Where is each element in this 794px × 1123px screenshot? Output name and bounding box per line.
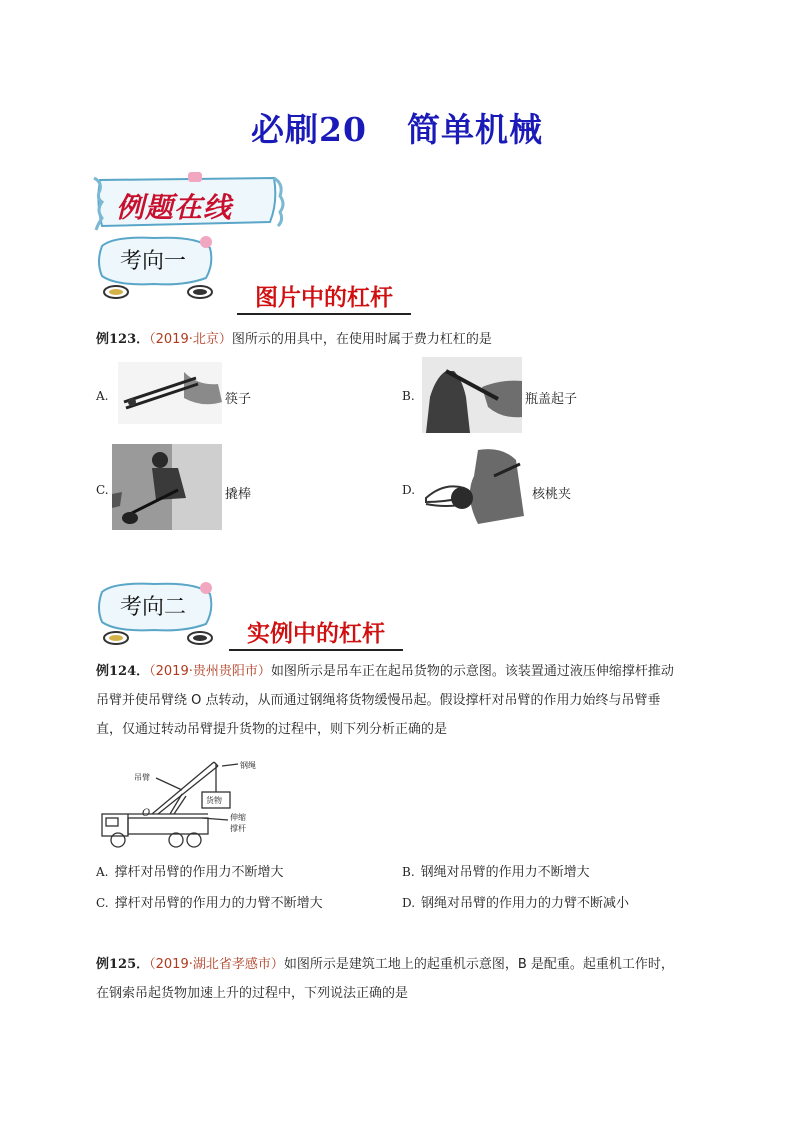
section-badge-label: 考向一 xyxy=(120,249,187,274)
crowbar-image xyxy=(112,444,222,530)
question-source: （2019·贵州贵阳市） xyxy=(149,664,271,679)
question-text: 如图所示是吊车正在起吊货物的示意图。该装置通过液压伸缩撑杆推动 xyxy=(270,664,674,679)
question-line: 直，仅通过转动吊臂提升货物的过程中，则下列分析正确的是 xyxy=(96,722,448,737)
question-text: 图所示的用具中，在使用时属于费力杠杠的是 xyxy=(231,332,492,347)
question-line xyxy=(96,657,716,686)
option-d-label: 核桃夹 xyxy=(532,487,572,502)
chopsticks-image xyxy=(118,362,222,424)
option-letter: D. xyxy=(402,896,416,910)
example-banner xyxy=(92,172,288,234)
section-badge-2 xyxy=(94,578,218,650)
option-letter: D. xyxy=(402,483,416,497)
question-source: （2019·北京） xyxy=(149,332,232,347)
question-line: 在钢索吊起货物加速上升的过程中，下列说法正确的是 xyxy=(96,986,409,1001)
page-title-number: 必刷20 xyxy=(251,110,367,149)
question-label: 例124． xyxy=(96,664,150,679)
option-a-label: 筷子 xyxy=(225,392,252,407)
option-a[interactable] xyxy=(96,861,284,880)
question-line xyxy=(96,950,716,979)
page-title-topic: 简单机械 xyxy=(406,110,543,149)
option-d[interactable] xyxy=(402,483,421,498)
question-line: 吊臂并使吊臂绕 O 点转动，从而通过钢绳将货物缓慢吊起。假设撑杆对吊臂的作用力始终与吊臂垂 xyxy=(96,693,661,708)
question-label: 例123． xyxy=(96,332,150,347)
question-source: （2019·湖北省孝感市） xyxy=(149,957,284,972)
diagram-label-cargo: 货物 xyxy=(206,796,222,805)
question-label: 例125． xyxy=(96,957,150,972)
option-text: 钢绳对吊臂的作用力的力臂不断减小 xyxy=(421,896,630,911)
option-text: 撑杆对吊臂的作用力的力臂不断增大 xyxy=(114,896,323,911)
nutcracker-image xyxy=(424,446,530,524)
crane-diagram xyxy=(98,756,278,852)
option-d[interactable] xyxy=(402,892,629,911)
section-title-2: 实例中的杠杆 xyxy=(229,620,403,651)
option-b-label: 瓶盖起子 xyxy=(525,392,578,407)
question-123 xyxy=(96,325,716,354)
page-title xyxy=(0,104,794,151)
diagram-label-strut-1: 伸缩 xyxy=(230,813,246,822)
option-letter: B. xyxy=(402,865,415,879)
option-text: 钢绳对吊臂的作用力不断增大 xyxy=(420,865,590,880)
option-text: 撑杆对吊臂的作用力不断增大 xyxy=(114,865,284,880)
option-letter: A. xyxy=(96,389,109,403)
banner-label: 例题在线 xyxy=(116,191,233,224)
diagram-label-strut-2: 撑杆 xyxy=(230,824,246,833)
diagram-label-arm: 吊臂 xyxy=(134,773,150,782)
section-title-1: 图片中的杠杆 xyxy=(237,284,411,315)
option-letter: A. xyxy=(96,865,109,879)
option-c[interactable] xyxy=(96,892,323,911)
diagram-label-pivot: O xyxy=(142,808,151,819)
option-letter: C. xyxy=(96,483,109,497)
option-letter: C. xyxy=(96,896,109,910)
question-125 xyxy=(96,950,716,1008)
section-badge-label: 考向二 xyxy=(120,595,187,620)
question-124 xyxy=(96,657,716,744)
option-b[interactable] xyxy=(402,389,421,404)
diagram-label-rope: 钢绳 xyxy=(240,761,256,770)
section-badge-1 xyxy=(94,232,218,304)
option-letter: B. xyxy=(402,389,415,403)
option-b[interactable] xyxy=(402,861,590,880)
question-text: 如图所示是建筑工地上的起重机示意图，B 是配重。起重机工作时， xyxy=(283,957,674,972)
bottle-opener-image xyxy=(422,357,522,433)
option-c-label: 撬棒 xyxy=(225,487,252,502)
option-a[interactable] xyxy=(96,389,114,404)
